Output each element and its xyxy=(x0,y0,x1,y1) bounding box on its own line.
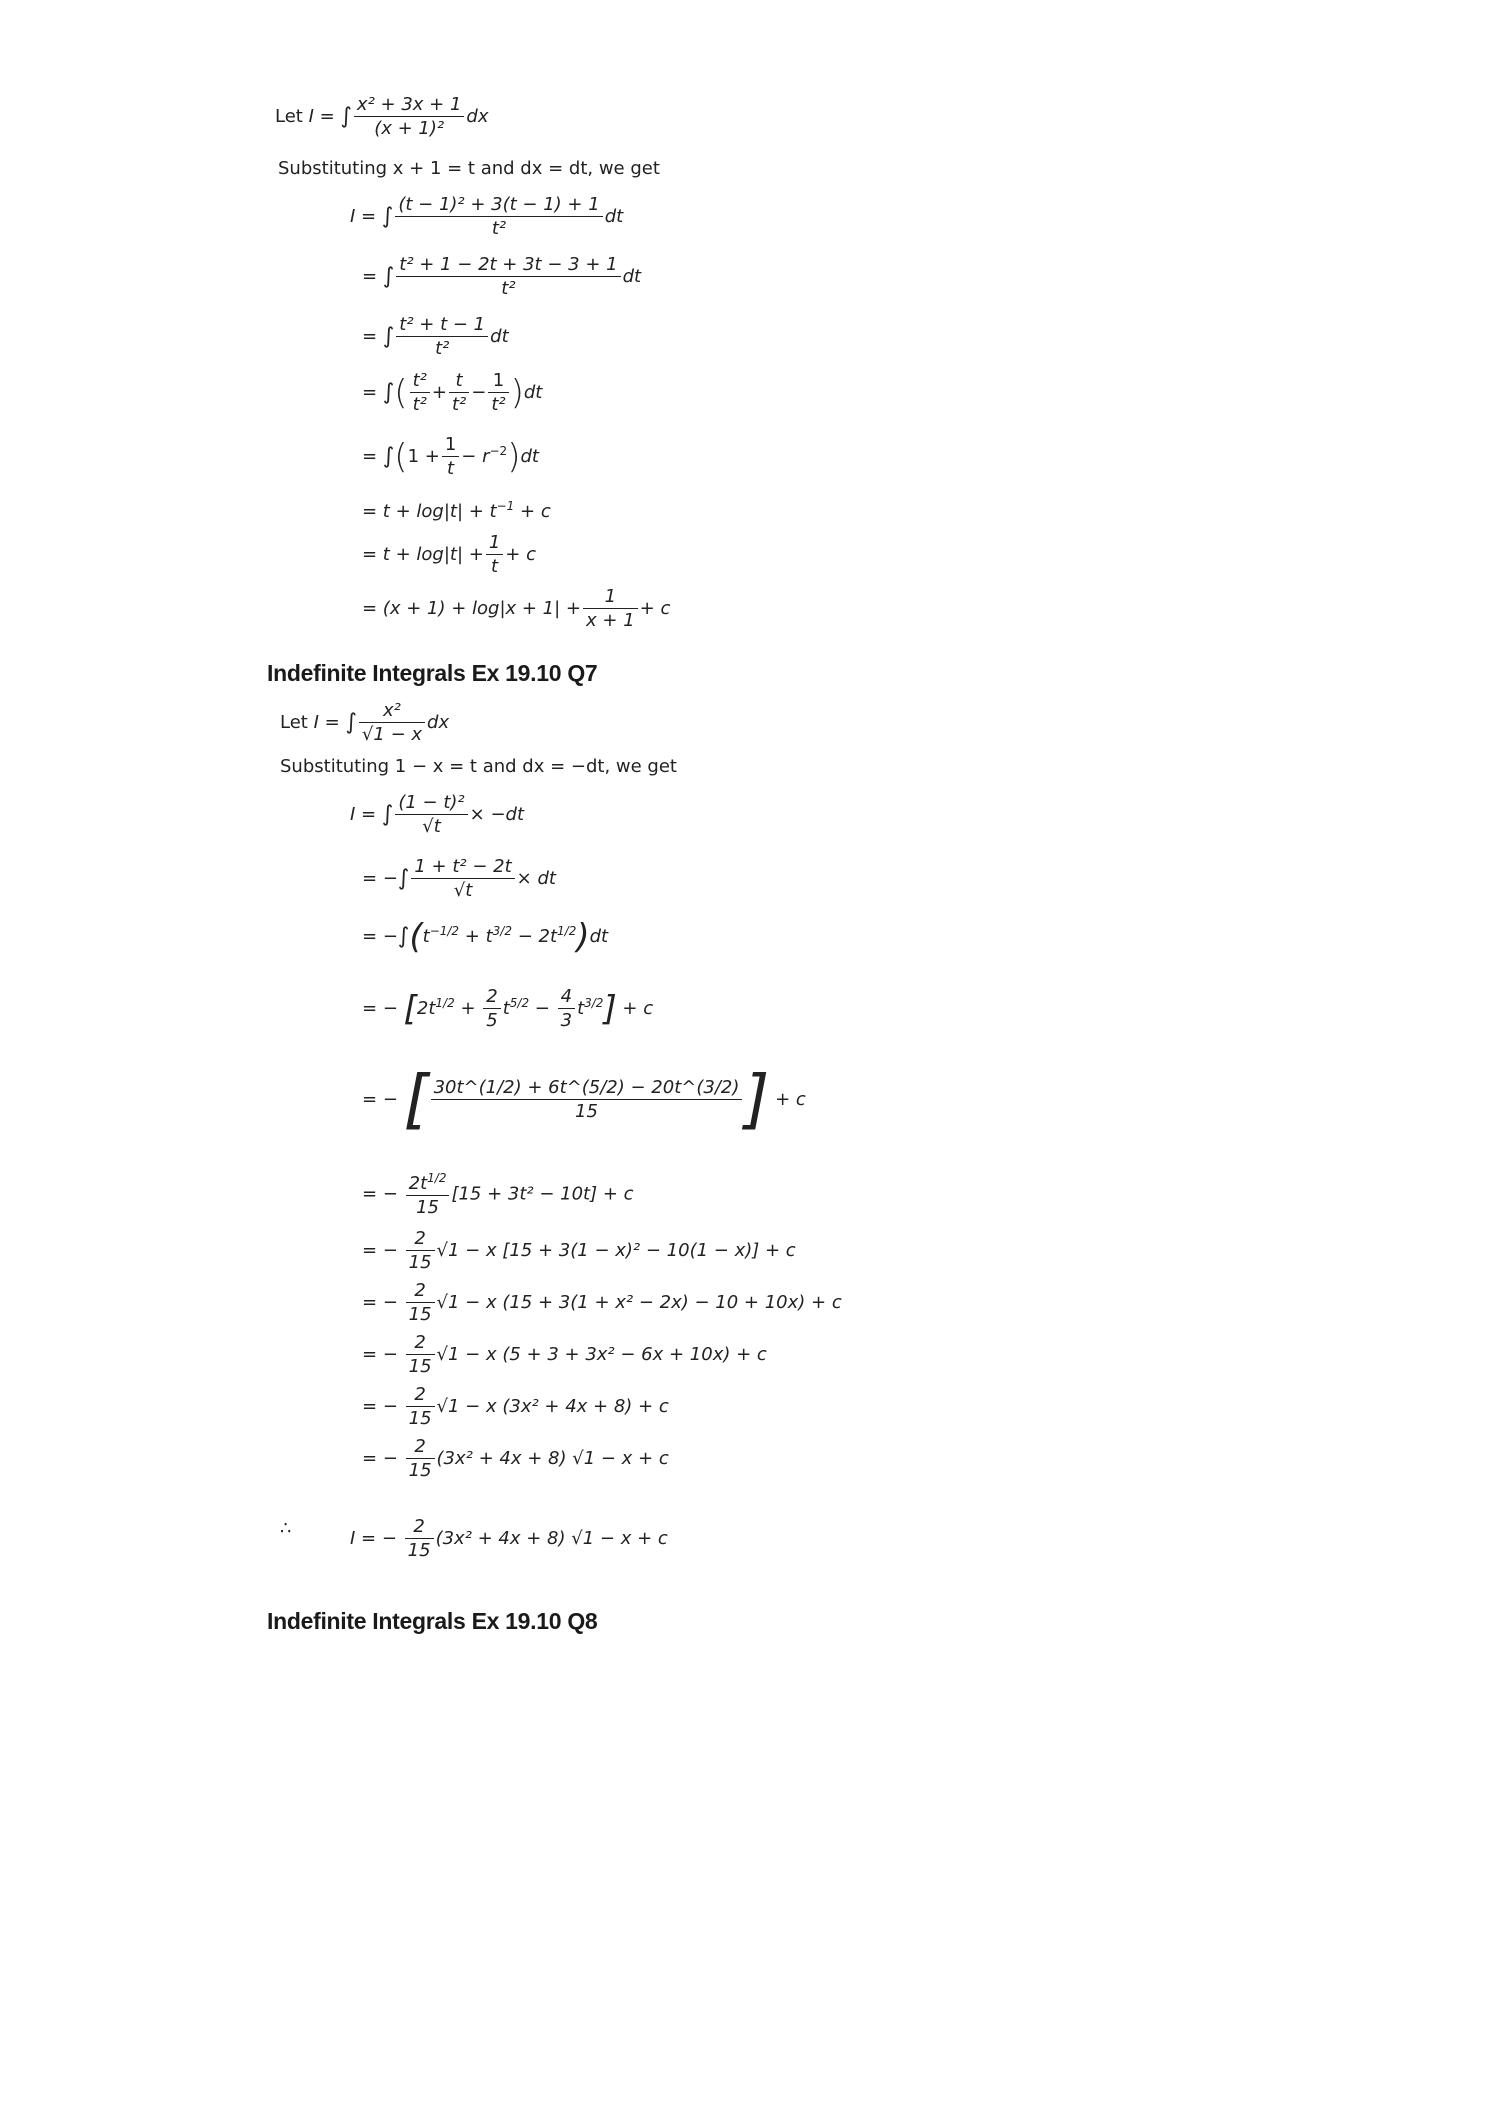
right-paren: ) xyxy=(576,917,590,957)
term: √1 − x (15 + 3(1 + x² − 2x) − 10 + 10x) + c xyxy=(436,1292,842,1313)
term: = (x + 1) + log|x + 1| + xyxy=(362,598,582,619)
left-paren: ( xyxy=(394,373,408,413)
right-paren: ) xyxy=(510,373,524,413)
denominator: t² xyxy=(491,218,507,239)
I-symbol: I xyxy=(350,206,356,227)
fraction: $\frac{2}{15}$ xyxy=(406,1282,435,1324)
fraction: $\frac{2}{15}$ xyxy=(406,1230,435,1272)
q6-step-6 xyxy=(362,500,551,521)
q7-step-10: = − $\frac{2}{15}$ √1 − x (3x² + 4x + 8) + c xyxy=(362,1384,669,1429)
dt: dt xyxy=(622,266,642,287)
fraction xyxy=(395,794,467,836)
dx: dx xyxy=(427,712,450,733)
term: 1 + xyxy=(407,446,440,467)
q7-final: I = − $\frac{2}{15}$ (3x² + 4x + 8) √1 − x + c xyxy=(350,1516,668,1561)
numerator: 30t^(1/2) + 6t^(5/2) − 20t^(3/2) xyxy=(431,1079,743,1100)
q7-step-8: = − $\frac{2}{15}$ √1 − x (15 + 3(1 + x² − 2x) − 10 + 10x) + c xyxy=(362,1280,842,1325)
term: √1 − x [15 + 3(1 − x)² − 10(1 − x)] + c xyxy=(436,1240,796,1261)
fraction xyxy=(411,858,514,900)
fraction: $\frac{2}{15}$ xyxy=(406,1334,435,1376)
denominator: (x + 1)² xyxy=(374,118,445,139)
fraction: $\frac{2}{15}$ xyxy=(405,1518,434,1560)
left-paren: ( xyxy=(409,917,423,957)
q7-step-4: = − [$2t^{1/2}$ + $\frac{2}{5}$ $t^{5/2}$ − $\frac{4}{3}$ $t^{3/2}] + c$ xyxy=(362,986,654,1031)
fraction xyxy=(488,372,508,414)
integral-sign: ∫ xyxy=(382,264,395,289)
q7-step-5: = − [ $\frac{30t\^{}(1/2) + 6t\^{}(5/2) - 20t\^{}(3/2)}{15}$ ] + c xyxy=(362,1063,806,1137)
integral-sign: ∫ xyxy=(382,444,395,469)
q6-step-2 xyxy=(362,256,641,298)
q7-step-9: = − $\frac{2}{15}$ √1 − x (5 + 3 + 3x² − 6x + 10x) + c xyxy=(362,1332,767,1377)
left-bracket: [ xyxy=(403,1063,429,1137)
denominator: √1 − x xyxy=(361,724,423,745)
term: √1 − x (5 + 3 + 3x² − 6x + 10x) + c xyxy=(436,1344,767,1365)
fraction xyxy=(359,702,425,744)
denominator: t² xyxy=(435,338,450,359)
q6-step-8 xyxy=(362,588,670,630)
numerator: 1 xyxy=(488,372,508,393)
integral-sign: ∫ xyxy=(381,204,394,229)
fraction xyxy=(431,1079,743,1121)
denominator: t xyxy=(447,458,455,479)
dx: dx xyxy=(466,106,489,127)
fraction xyxy=(396,316,488,358)
equals-sign: = xyxy=(319,106,335,127)
dt: dt xyxy=(490,326,509,347)
denominator: √t xyxy=(453,880,473,901)
q6-subst-line: Substituting x + 1 = t and dx = dt, we get xyxy=(278,158,660,179)
numerator: t² + t − 1 xyxy=(396,316,488,337)
fraction xyxy=(395,196,602,238)
integral-sign: ∫ xyxy=(345,710,357,735)
dt: dt xyxy=(523,382,543,403)
equals-sign: = xyxy=(361,804,377,825)
fraction xyxy=(449,372,469,414)
fraction xyxy=(354,96,464,138)
denominator: t² xyxy=(501,278,516,299)
right-bracket: ] xyxy=(603,989,617,1029)
fraction xyxy=(486,534,503,576)
equals-sign: = xyxy=(362,446,378,467)
fraction xyxy=(410,372,430,414)
heading-q8: Indefinite Integrals Ex 19.10 Q8 xyxy=(267,1608,598,1634)
equals-sign: = xyxy=(362,326,378,347)
numerator: 1 xyxy=(583,588,638,609)
numerator: x² + 3x + 1 xyxy=(354,96,464,117)
equals-sign: = xyxy=(324,712,340,733)
fraction: $\frac{4}{3}$ xyxy=(558,988,575,1030)
denominator: t² xyxy=(451,394,467,415)
term: = t + log|t| + t xyxy=(362,501,497,522)
term: √1 − x (3x² + 4x + 8) + c xyxy=(436,1396,669,1417)
q7-step-11: = − $\frac{2}{15}$ (3x² + 4x + 8) √1 − x + c xyxy=(362,1436,669,1481)
numerator: 1 xyxy=(442,436,459,457)
numerator: t² xyxy=(410,372,430,393)
denominator: t² xyxy=(412,394,427,415)
term: × dt xyxy=(516,868,556,889)
fraction: $\frac{2}{15}$ xyxy=(406,1386,435,1428)
I-symbol: I xyxy=(308,106,314,127)
term: − r xyxy=(461,446,490,467)
q6-let-line xyxy=(275,96,488,138)
fraction: $\frac{2}{5}$ xyxy=(483,988,500,1030)
q7-step-3: = $-\int(t^{-1/2} + t^{3/2} - 2t^{1/2})dt$ xyxy=(362,917,609,957)
q6-step-3 xyxy=(362,316,509,358)
integral-sign: ∫ xyxy=(381,802,394,827)
integral-sign: ∫ xyxy=(397,866,410,891)
q7-let-line xyxy=(280,702,449,744)
term: + c xyxy=(639,598,671,619)
dt: dt xyxy=(604,206,624,227)
I-symbol: I xyxy=(350,1528,356,1549)
left-paren: ( xyxy=(394,437,408,477)
integral-sign: ∫ xyxy=(340,104,352,129)
fraction xyxy=(396,256,620,298)
term: + c xyxy=(505,544,536,565)
right-paren: ) xyxy=(507,437,521,477)
dt: dt xyxy=(520,446,539,467)
term: × −dt xyxy=(469,804,525,825)
equals-sign: = xyxy=(362,382,378,403)
I-symbol: I xyxy=(350,804,356,825)
equals-sign: = xyxy=(362,266,378,287)
term: [15 + 3t² − 10t] + c xyxy=(451,1183,634,1205)
denominator: t xyxy=(491,556,499,577)
numerator: t xyxy=(449,372,469,393)
q6-step-1 xyxy=(350,196,623,238)
q6-step-5 xyxy=(362,436,539,478)
fraction: $\frac{2}{15}$ xyxy=(406,1438,435,1480)
integral-sign: ∫ xyxy=(382,324,395,349)
numerator: t² + 1 − 2t + 3t − 3 + 1 xyxy=(396,256,620,277)
fraction xyxy=(583,588,638,630)
denominator: x + 1 xyxy=(586,610,635,631)
q7-step-1 xyxy=(350,794,524,836)
q7-step-6: = − $\frac{2t^{1/2}}{15}$ [15 + 3t² − 10t] + c xyxy=(362,1171,634,1218)
integral-sign: ∫ xyxy=(382,380,395,405)
denominator: 15 xyxy=(575,1101,598,1122)
numerator: (t − 1)² + 3(t − 1) + 1 xyxy=(395,196,602,217)
q7-step-7: = − $\frac{2}{15}$ √1 − x [15 + 3(1 − x)² − 10(1 − x)] + c xyxy=(362,1228,796,1273)
q7-step-2: = −∫ $\frac{\text{1 + t² − 2t}}{√t}$ × dt xyxy=(362,856,556,901)
numerator: 1 xyxy=(486,534,503,555)
q6-step-4: = ∫( $\frac{\text{t²}}{\text{t²}}$ + $\frac{t}{\text{t²}}$ − $\frac{1}{\text{t²}}$ )dt xyxy=(362,370,543,415)
integral-sign: ∫ xyxy=(397,924,410,949)
right-bracket: ] xyxy=(744,1063,770,1137)
term: (3x² + 4x + 8) √1 − x + c xyxy=(436,1448,669,1469)
exponent: −2 xyxy=(489,444,508,458)
denominator: t² xyxy=(491,394,506,415)
numerator: 1 + t² − 2t xyxy=(411,858,514,879)
term: (3x² + 4x + 8) √1 − x + c xyxy=(435,1528,668,1549)
I-symbol: I xyxy=(313,712,319,733)
term: = t + log|t| + xyxy=(362,544,484,565)
exponent: −1 xyxy=(496,499,515,513)
numerator: x² xyxy=(359,702,425,723)
equals-sign: = xyxy=(361,206,377,227)
numerator: (1 − t)² xyxy=(395,794,467,815)
q7-subst-line: Substituting 1 − x = t and dx = −dt, we get xyxy=(280,756,677,777)
denominator: √t xyxy=(422,816,441,837)
q7-therefore: ∴ xyxy=(280,1518,292,1539)
let-label: Let xyxy=(275,106,303,127)
left-bracket: [ xyxy=(403,989,417,1029)
fraction: $\frac{2t^{1/2}}{15}$ xyxy=(406,1172,450,1217)
let-label: Let xyxy=(280,712,308,733)
fraction xyxy=(442,436,459,478)
heading-q7: Indefinite Integrals Ex 19.10 Q7 xyxy=(267,660,598,686)
term: + c xyxy=(520,501,551,522)
q6-step-7 xyxy=(362,534,536,576)
